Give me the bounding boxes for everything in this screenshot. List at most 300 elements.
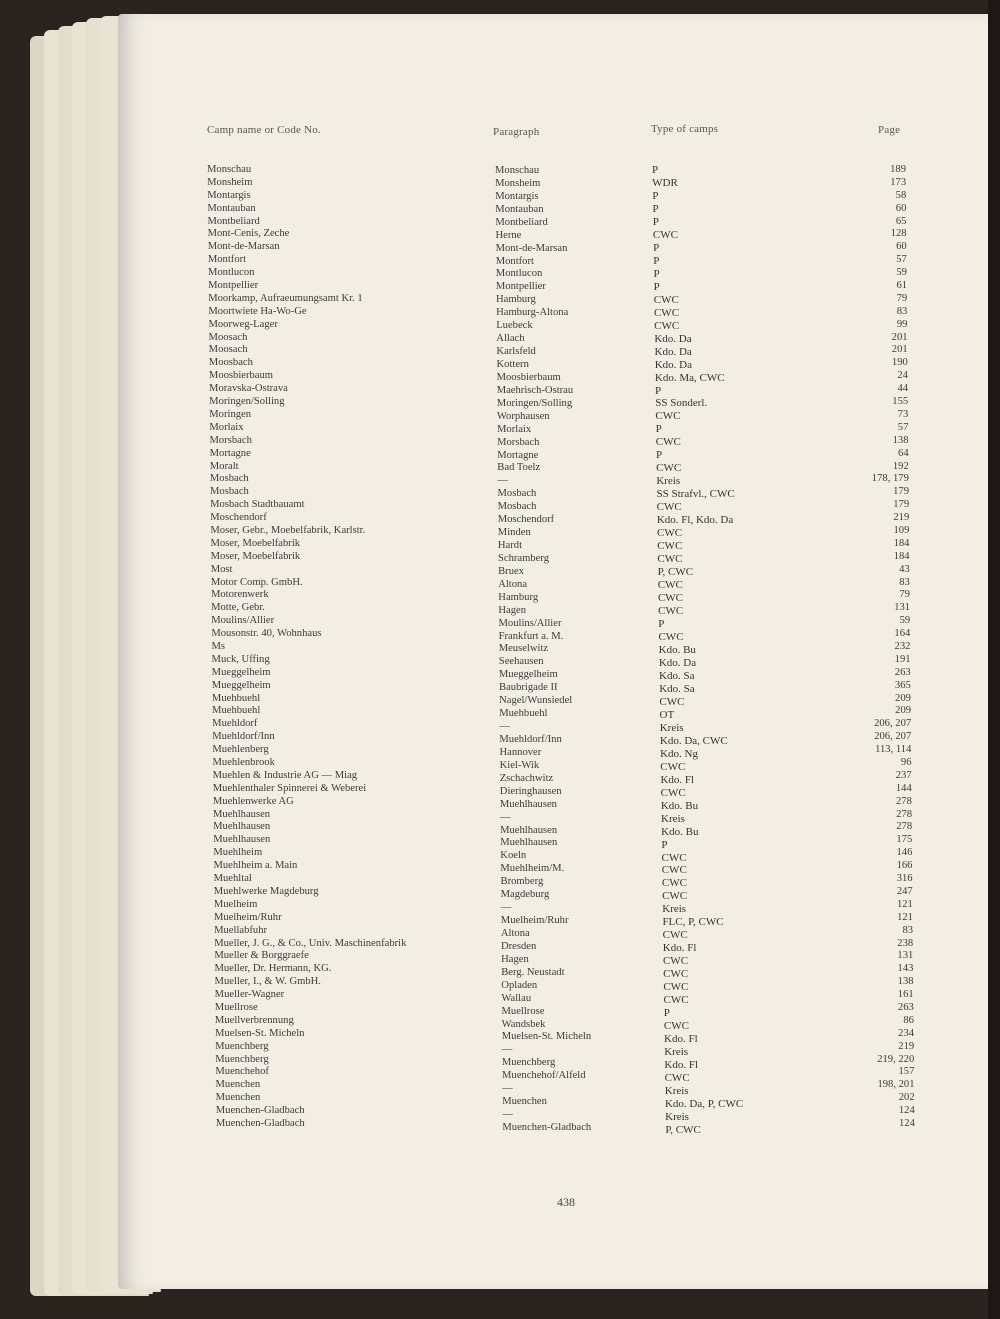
camp-name: Mueller, Dr. Hermann, KG.: [214, 963, 332, 975]
page-ref: 191: [894, 653, 911, 665]
paragraph: Schramberg: [498, 552, 549, 564]
page-ref: 184: [893, 537, 910, 549]
camp-name: Mueggelheim: [211, 666, 271, 678]
camp-name: Muenchberg: [215, 1053, 269, 1065]
paragraph: Muenchen: [502, 1096, 547, 1108]
camp-name: Muehlwerke Magdeburg: [213, 885, 319, 897]
page-ref: 166: [896, 860, 913, 872]
camp-type: CWC: [661, 851, 687, 864]
page-ref: 43: [899, 563, 910, 575]
camp-type: CWC: [663, 994, 689, 1007]
page-ref: 124: [898, 1105, 915, 1117]
camp-name: Mueller-Wagner: [214, 989, 285, 1001]
camp-type: P: [658, 618, 665, 631]
paragraph: Allach: [496, 333, 525, 345]
page-ref: 60: [896, 241, 907, 253]
page-ref: 247: [896, 885, 913, 897]
paragraph: Muehlheim/M.: [500, 863, 565, 875]
camp-name: Montbeliard: [207, 215, 260, 227]
page-ref: 184: [893, 550, 910, 562]
camp-type: CWC: [653, 306, 680, 319]
paragraph: —: [502, 1109, 513, 1121]
camp-type: CWC: [663, 981, 689, 994]
page-ref: 175: [896, 834, 913, 846]
page-ref: 209: [895, 692, 911, 704]
page-ref: 164: [894, 628, 911, 640]
paragraph: Hannover: [499, 746, 542, 758]
camp-type: Kdo. Fl, Kdo. Da: [656, 514, 734, 527]
page-ref: 238: [897, 937, 914, 949]
paragraph: Maehrisch-Ostrau: [496, 384, 574, 396]
camp-type: Kdo. Da, CWC: [659, 734, 728, 747]
camp-type: Kdo. Bu: [658, 643, 696, 656]
camp-type: Kdo. Sa: [659, 669, 695, 682]
camp-type: CWC: [652, 228, 678, 241]
camp-type: Kreis: [656, 475, 681, 488]
camp-name: Montlucon: [207, 267, 255, 279]
camp-type: CWC: [659, 695, 685, 708]
camp-type: CWC: [661, 877, 687, 890]
camp-type: CWC: [657, 553, 683, 566]
camp-type: P: [653, 267, 660, 280]
camp-name: Muenchen: [215, 1079, 261, 1091]
page-ref: 57: [897, 421, 909, 433]
camp-name: Mueller & Borggraefe: [214, 950, 309, 962]
camp-name: Moosach: [208, 331, 248, 343]
page-ref: 209: [895, 705, 912, 717]
camp-name: Muehlheim: [213, 847, 263, 859]
page-ref: 201: [891, 344, 908, 356]
page-ref: 59: [899, 615, 911, 627]
page-ref: 316: [896, 873, 913, 885]
camp-type: P: [663, 1007, 670, 1020]
camp-name: Muehbuehl: [212, 705, 261, 717]
camp-type: Kreis: [664, 1085, 689, 1097]
camp-type: Kdo. Fl: [660, 773, 695, 786]
camp-name: Mont-Cenis, Zeche: [207, 228, 290, 240]
page-ref: 113, 114: [875, 744, 912, 756]
page-ref: 121: [896, 898, 913, 910]
camp-type: Kdo. Bu: [661, 825, 699, 838]
camp-type: CWC: [664, 1072, 690, 1085]
paragraph: Morlaix: [497, 423, 532, 435]
page-ref: 278: [895, 795, 912, 807]
camp-type: Kdo. Fl: [664, 1033, 698, 1046]
camp-type: OT: [659, 708, 675, 721]
camp-name: Montauban: [207, 202, 256, 214]
paragraph: Muehlhausen: [499, 798, 557, 810]
camp-name: Mosbach: [209, 473, 249, 485]
page-ref: 144: [895, 782, 912, 794]
camp-type: CWC: [655, 410, 681, 423]
camp-type: P: [661, 838, 668, 851]
camp-type: P: [655, 384, 662, 397]
page-ref: 121: [897, 911, 913, 923]
paragraph: Muelsen-St. Micheln: [501, 1031, 592, 1043]
paragraph: Magdeburg: [500, 889, 550, 901]
page-ref: 146: [896, 847, 913, 859]
camp-type: CWC: [662, 890, 688, 903]
page-ref: 219: [898, 1040, 915, 1052]
camp-type: CWC: [660, 760, 686, 773]
page-ref: 64: [898, 447, 909, 459]
camp-name: Monsheim: [207, 176, 253, 188]
page-ref: 73: [897, 408, 909, 420]
camp-type: P, CWC: [665, 1123, 701, 1136]
camp-type: CWC: [663, 1020, 689, 1033]
paragraph: Luebeck: [496, 320, 533, 332]
page-ref: 61: [896, 280, 908, 292]
book-gutter: [988, 0, 1000, 1319]
camp-name: Muenchberg: [215, 1040, 269, 1052]
paragraph: Moosbierbaum: [496, 371, 561, 383]
paragraph: Montbeliard: [495, 216, 548, 228]
paragraph: Bromberg: [500, 876, 544, 888]
paragraph: —: [502, 1083, 513, 1095]
paragraph: Mueggelheim: [498, 669, 558, 681]
camp-name: Monschau: [207, 164, 252, 175]
paragraph: Morsbach: [497, 436, 540, 448]
paragraph: Kottern: [496, 358, 529, 370]
page-ref: 96: [900, 757, 912, 769]
paragraph: Frankfurt a. M.: [498, 630, 564, 642]
paragraph: Hamburg-Altona: [496, 307, 569, 319]
page-ref: 83: [896, 305, 908, 317]
camp-name: Mueggelheim: [211, 679, 271, 691]
paragraph: —: [501, 1044, 513, 1056]
page-ref: 138: [897, 976, 914, 988]
page-ref: 155: [892, 396, 909, 408]
camp-name: Muehlenbrook: [212, 757, 275, 769]
paragraph: Baubrigade II: [499, 682, 558, 694]
camp-name: Moser, Moebelfabrik: [210, 537, 301, 549]
camp-type: Kdo. Da: [654, 345, 692, 358]
page-ref: 59: [896, 267, 907, 279]
page-ref: 206, 207: [874, 718, 912, 730]
camp-type: FLC, P, CWC: [662, 916, 724, 929]
paragraph: Muehlhausen: [500, 824, 558, 836]
paragraph: Bruex: [498, 565, 524, 577]
camp-name: Muenchen-Gladbach: [215, 1118, 305, 1129]
camp-name: Mueller, I., & W. GmbH.: [214, 976, 321, 988]
page-ref: 219, 220: [877, 1053, 915, 1065]
page-ref: 58: [895, 189, 907, 201]
camp-type: Kdo. Ma, CWC: [654, 371, 725, 384]
paragraph: Muenchehof/Alfeld: [502, 1070, 586, 1082]
camp-type: P: [653, 280, 660, 293]
camp-name: Motorenwerk: [210, 589, 269, 601]
paragraph: Montauban: [495, 203, 544, 215]
page-ref: 189: [890, 164, 906, 175]
camp-name: Mueller, J. G., & Co., Univ. Maschinenfabrik: [214, 937, 407, 949]
paragraph: Hagen: [498, 604, 527, 616]
page-ref: 173: [890, 176, 907, 188]
camp-name: Muehldorf/Inn: [212, 731, 275, 743]
paragraph: Wallau: [501, 992, 532, 1004]
camp-type: CWC: [658, 630, 684, 643]
camp-type: Kdo. Ng: [660, 747, 698, 760]
paragraph: Mosbach: [497, 488, 537, 500]
camp-type: Kdo. Da: [658, 656, 697, 669]
camp-type: SS Sonderl.: [655, 397, 708, 410]
page-ref: 190: [891, 357, 908, 369]
paragraph: Monschau: [495, 165, 540, 176]
camp-name: Muehlhausen: [213, 821, 271, 833]
camp-type: Kdo. Sa: [659, 682, 695, 695]
camp-type: CWC: [658, 605, 684, 618]
camp-type: CWC: [656, 501, 682, 514]
paragraph: Berg. Neustadt: [501, 966, 565, 978]
page-ref: 79: [896, 292, 908, 304]
paragraph: —: [500, 811, 511, 823]
camp-name: Muck, Uffing: [211, 653, 270, 665]
page-number: 438: [557, 1195, 575, 1209]
paragraph: Montfort: [495, 255, 534, 267]
paragraph: Minden: [497, 527, 531, 539]
camp-type: Kdo. Fl: [664, 1059, 699, 1072]
page-ref: 206, 207: [874, 731, 912, 743]
camp-name: Moschendorf: [210, 512, 267, 524]
page-ref: 83: [902, 924, 914, 936]
page-ref: 232: [894, 641, 911, 652]
camp-name: Most: [210, 563, 233, 575]
camp-name: Muehltal: [213, 873, 252, 885]
page-ref: 83: [899, 576, 910, 588]
paragraph: Zschachwitz: [499, 772, 554, 784]
page-ref: 278: [896, 821, 913, 833]
camp-type: Kdo. Bu: [660, 799, 699, 812]
header-paragraph: Paragraph: [493, 126, 540, 138]
paragraph: Kiel-Wik: [499, 759, 540, 771]
paragraph: Hamburg: [496, 294, 536, 306]
page-ref: 60: [895, 202, 907, 214]
page-ref: 161: [897, 989, 914, 1001]
camp-type: Kdo. Da: [654, 358, 692, 371]
camp-type: P, CWC: [657, 566, 694, 579]
camp-name: Muehbuehl: [211, 692, 261, 704]
paragraph: Muelheim/Ruhr: [500, 915, 569, 927]
paragraph: Wandsbek: [501, 1018, 546, 1030]
camp-name: Moringen: [209, 408, 252, 420]
header-camp-name: Camp name or Code No.: [207, 124, 321, 136]
paragraph: Moringen/Solling: [496, 397, 573, 409]
paragraph: —: [497, 475, 508, 487]
camp-type: CWC: [655, 436, 681, 449]
camp-type: SS Strafvl., CWC: [656, 488, 735, 501]
camp-type: WDR: [652, 176, 678, 189]
camp-name: Muehlenwerke AG: [212, 795, 294, 807]
paragraph: Montargis: [495, 190, 539, 202]
camp-type: CWC: [657, 527, 683, 540]
paragraph: Hagen: [501, 953, 529, 965]
camp-name: Moravska-Ostrava: [209, 383, 288, 395]
camp-name: Muelheim/Ruhr: [213, 911, 282, 923]
paragraph: Seehausen: [498, 656, 544, 668]
paragraph: Montpellier: [495, 281, 546, 293]
paragraph: Altona: [500, 927, 530, 939]
camp-name: Montfort: [207, 254, 247, 266]
page-ref: 157: [898, 1066, 915, 1078]
camp-type: P: [655, 423, 662, 436]
camp-name: Muehlhausen: [213, 808, 271, 820]
camp-name: Motte, Gebr.: [211, 602, 265, 614]
page-ref: 143: [897, 963, 914, 975]
camp-name: Muenchen-Gladbach: [215, 1105, 305, 1117]
paragraph: Mortagne: [497, 449, 539, 461]
camp-name: Muelheim: [213, 898, 258, 910]
camp-type: CWC: [657, 579, 683, 592]
camp-name: Mousonstr. 40, Wohnhaus: [211, 628, 322, 640]
paragraph: Mont-de-Marsan: [495, 242, 568, 254]
page-ref: 131: [897, 950, 914, 962]
page-ref: 109: [893, 524, 910, 536]
camp-type: CWC: [657, 592, 683, 605]
camp-name: Moosach: [208, 344, 248, 356]
camp-type: P: [652, 189, 659, 202]
paragraph: Dresden: [501, 940, 537, 952]
paragraph: Koeln: [500, 850, 527, 862]
page-ref: 65: [895, 215, 907, 227]
camp-type: P: [653, 254, 660, 267]
camp-name: Muenchehof: [215, 1066, 269, 1078]
camp-type: P: [652, 164, 659, 176]
paragraph: Hamburg: [498, 591, 539, 603]
paragraph: Muenchen-Gladbach: [502, 1121, 592, 1133]
paragraph: Moschendorf: [497, 514, 555, 526]
page-ref: 79: [899, 589, 910, 601]
camp-type: P: [652, 215, 659, 228]
page-ref: 179: [893, 486, 909, 498]
paragraph: Meuselwitz: [498, 643, 549, 655]
paragraph: Dieringhausen: [499, 785, 562, 797]
camp-name: Muellverbrennung: [214, 1014, 294, 1026]
camp-name: Muehlenthaler Spinnerei & Weberei: [212, 782, 367, 794]
paragraph: Altona: [498, 578, 528, 590]
page-ref: 44: [897, 383, 909, 395]
header-page: Page: [878, 124, 901, 136]
camp-name: Mosbach: [210, 486, 249, 498]
paragraph: —: [500, 902, 512, 914]
page-ref: 131: [894, 602, 911, 614]
camp-name: Muehldorf: [212, 718, 258, 730]
page-ref: 128: [890, 228, 907, 240]
paragraph: Muenchberg: [501, 1057, 556, 1069]
camp-name: Moser, Gebr., Moebelfabrik, Karlstr.: [210, 524, 366, 536]
camp-type: Kreis: [662, 903, 687, 916]
camp-type: CWC: [653, 293, 679, 306]
camp-name: Muellabfuhr: [214, 924, 268, 936]
camp-type: CWC: [661, 864, 687, 877]
camp-name: Morsbach: [209, 434, 252, 446]
camp-name: Moorweg-Lager: [208, 318, 278, 330]
camp-name: Mont-de-Marsan: [207, 241, 280, 253]
camp-type: P: [653, 241, 660, 254]
page-ref: 278: [896, 808, 912, 820]
paragraph: Opladen: [501, 979, 538, 991]
camp-type: Kdo. Da: [654, 332, 692, 345]
camp-name: Montpellier: [208, 280, 259, 292]
page-ref: 57: [896, 254, 907, 266]
page-ref: 202: [898, 1092, 915, 1104]
camp-name: Moosbierbaum: [208, 370, 274, 382]
camp-name: Moralt: [209, 460, 239, 472]
camp-type: CWC: [656, 462, 682, 475]
camp-type: Kreis: [665, 1110, 689, 1123]
camp-name: Motor Comp. GmbH.: [210, 576, 303, 588]
paragraph: Muellrose: [501, 1005, 545, 1017]
paragraph: Herne: [495, 229, 522, 241]
camp-type: Kreis: [659, 721, 684, 734]
camp-name: Muenchen: [215, 1092, 261, 1104]
camp-name: Muehlen & Industrie AG — Miag: [212, 769, 358, 781]
camp-name: Moulins/Allier: [211, 615, 275, 627]
page-ref: 178, 179: [871, 473, 909, 485]
camp-name: Moser, Moebelfabrik: [210, 550, 301, 562]
camp-name: Moortwiete Ha-Wo-Ge: [208, 305, 307, 317]
camp-type: CWC: [662, 955, 689, 968]
camp-type: CWC: [657, 540, 683, 553]
paragraph: Bad Toelz: [497, 462, 541, 474]
paragraph: Muehlhausen: [500, 837, 558, 849]
paragraph: Muehbuehl: [499, 708, 548, 720]
camp-type: Kreis: [661, 812, 685, 825]
camp-name: Moringen/Solling: [209, 396, 285, 408]
page-ref: 234: [898, 1027, 915, 1039]
page-ref: 124: [898, 1118, 915, 1129]
page-ref: 99: [896, 318, 908, 330]
camp-name: Muellrose: [214, 1001, 258, 1013]
camp-name: Mortagne: [209, 447, 251, 459]
page-ref: 138: [892, 434, 909, 446]
header-type: Type of camps: [651, 123, 719, 135]
page-ref: 219: [893, 512, 910, 524]
page-ref: 86: [903, 1014, 914, 1026]
camp-name: Muelsen-St. Micheln: [215, 1027, 305, 1039]
paragraph: Nagel/Wunsiedel: [499, 695, 573, 707]
camp-type: CWC: [662, 929, 688, 942]
page-ref: 192: [892, 460, 909, 472]
camp-type: P: [655, 449, 663, 462]
paragraph: Hardt: [497, 540, 523, 552]
camp-name: Muehlenberg: [212, 744, 269, 756]
paragraph: Muehldorf/Inn: [499, 734, 562, 745]
paragraph: —: [499, 721, 510, 733]
paragraph: Mosbach: [497, 501, 537, 513]
camp-type: Kdo. Da, P, CWC: [664, 1097, 744, 1110]
camp-type: CWC: [654, 319, 680, 332]
camp-name: Mosbach Stadtbauamt: [210, 499, 305, 511]
camp-name: Moorkamp, Aufraeumungsamt Kr. 1: [208, 292, 363, 304]
camp-type: P: [652, 202, 659, 215]
page-ref: 24: [897, 370, 908, 382]
camp-name: Muehlheim a. Main: [213, 860, 298, 872]
camp-name: Muehlhausen: [213, 834, 271, 846]
page-ref: 179: [893, 499, 910, 511]
camp-type: Kdo. Fl: [662, 942, 697, 955]
camp-name: Moosbach: [208, 357, 253, 369]
paragraph: Worphausen: [496, 410, 550, 422]
page-ref: 237: [895, 769, 912, 781]
page-ref: 263: [894, 666, 911, 678]
page-ref: 198, 201: [877, 1079, 915, 1091]
page-ref: 365: [894, 679, 911, 691]
paragraph: Montlucon: [495, 268, 543, 280]
page-ref: 263: [897, 1001, 914, 1013]
camp-type: Kreis: [664, 1046, 689, 1059]
paragraph: Monsheim: [495, 177, 541, 189]
camp-name: Montargis: [207, 189, 251, 201]
page-ref: 201: [891, 331, 908, 343]
